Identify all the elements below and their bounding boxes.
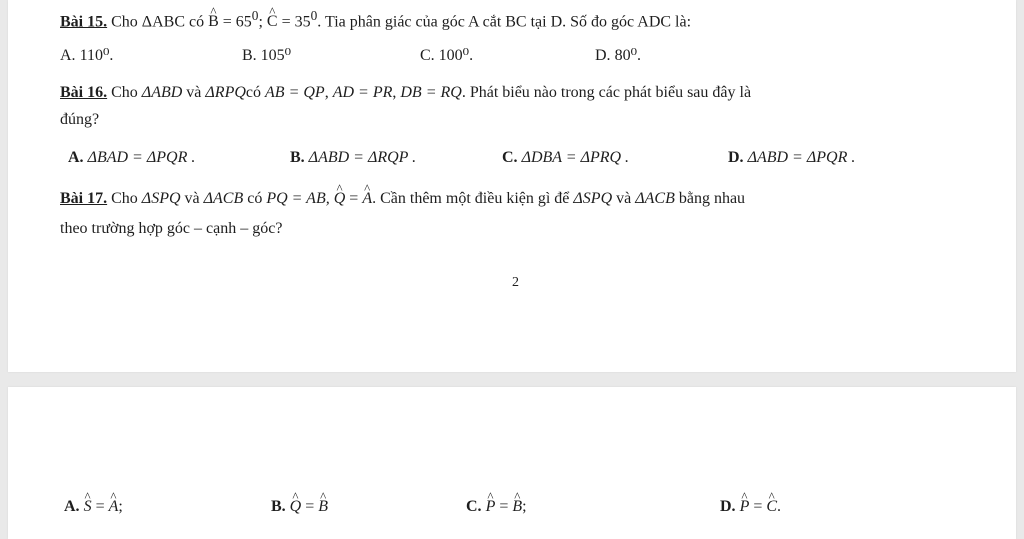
- text: và: [182, 84, 206, 101]
- document-page-1: [8, 0, 1016, 372]
- document-page-2: [8, 387, 1016, 539]
- option-label: A.: [60, 47, 76, 64]
- problem-16-option-c: [502, 149, 629, 167]
- text: Cho: [111, 190, 142, 207]
- problem-16-option-d: [728, 149, 855, 167]
- angle-p-symbol: ^ P: [740, 498, 750, 516]
- angle-q-symbol: ^ Q: [290, 498, 302, 516]
- text: . Cần thêm một điều kiện gì để: [372, 190, 574, 207]
- problem-15-eq2: = 35: [277, 13, 311, 31]
- option-label: D.: [595, 47, 611, 64]
- problem-17-option-a: [64, 498, 123, 516]
- triangle-abd: ΔABD: [141, 84, 183, 101]
- option-label: C.: [420, 47, 435, 64]
- angle-q-symbol: ^ Q: [334, 190, 346, 208]
- equation-ad-pr: AD = PR: [332, 84, 393, 101]
- problem-15-statement: [60, 8, 691, 31]
- option-label: C.: [466, 498, 482, 515]
- problem-15-title: Bài 15.: [60, 13, 108, 31]
- problem-15-option-b: [242, 45, 291, 65]
- problem-15-option-c: [420, 45, 473, 65]
- angle-b-symbol: ^ B: [318, 498, 328, 516]
- triangle-acb: ΔACB: [203, 190, 244, 207]
- text: bằng nhau: [674, 190, 746, 207]
- page-number: 2: [512, 275, 519, 290]
- problem-16-statement: [60, 84, 751, 102]
- problem-17-option-d: [720, 498, 781, 516]
- option-label: B.: [242, 47, 257, 64]
- problem-15-text-b: . Tia phân giác của góc A cắt BC tại D. Số đo góc ADC là:: [317, 13, 692, 31]
- angle-b-symbol: ^ B: [512, 498, 522, 516]
- option-value: ΔABD = ΔRQP .: [308, 149, 417, 166]
- triangle-spq: ΔSPQ: [141, 190, 181, 207]
- degree-exponent-2: 0: [310, 8, 318, 23]
- problem-17-title: Bài 17.: [60, 190, 108, 207]
- angle-c-symbol: ^ C: [766, 498, 777, 516]
- problem-16-line-2: đúng?: [60, 111, 100, 128]
- problem-15-eq1: = 65: [218, 13, 252, 31]
- problem-15-sep: ;: [258, 13, 267, 31]
- triangle-acb: ΔACB: [635, 190, 675, 207]
- equals-sign: =: [301, 498, 319, 515]
- option-label: A.: [64, 498, 80, 515]
- equation-db-rq: DB = RQ: [400, 84, 462, 101]
- text: và: [612, 190, 636, 207]
- equals-sign: =: [345, 190, 363, 207]
- option-label: A.: [68, 149, 84, 166]
- problem-15-option-d: [595, 45, 641, 65]
- equals-sign: =: [91, 498, 109, 515]
- option-label: C.: [502, 149, 518, 166]
- option-label: D.: [728, 149, 744, 166]
- option-value: ΔDBA = ΔPRQ .: [521, 149, 630, 166]
- option-value: 80⁰.: [614, 47, 641, 64]
- option-label: D.: [720, 498, 736, 515]
- text: có: [243, 190, 267, 207]
- punctuation: .: [777, 498, 782, 515]
- text: . Phát biểu nào trong các phát biểu sau đây là: [461, 84, 752, 101]
- option-label: B.: [271, 498, 286, 515]
- problem-15-option-a: [60, 45, 113, 65]
- problem-16-option-b: [290, 149, 416, 167]
- degree-exponent-1: 0: [251, 8, 259, 23]
- option-value: 100⁰.: [438, 47, 474, 64]
- problem-16-title: Bài 16.: [60, 84, 108, 101]
- problem-17-statement: [60, 190, 745, 208]
- punctuation: ;: [522, 498, 527, 515]
- option-value: 105⁰: [260, 47, 292, 64]
- angle-c-symbol: ^ C: [267, 13, 278, 31]
- angle-b-symbol: ^ B: [208, 13, 219, 31]
- problem-17-option-b: [271, 498, 328, 516]
- text: có: [245, 84, 266, 101]
- equation-pq-ab: PQ = AB,: [266, 190, 330, 207]
- angle-a-symbol: ^ A: [362, 190, 372, 208]
- triangle-spq: ΔSPQ: [573, 190, 613, 207]
- option-label: B.: [290, 149, 305, 166]
- problem-17-line-2: theo trường hợp góc – cạnh – góc?: [60, 220, 283, 237]
- text: Cho: [111, 84, 142, 101]
- option-value: 110⁰.: [79, 47, 114, 64]
- punctuation: ;: [118, 498, 123, 515]
- text: ,: [324, 84, 333, 101]
- equals-sign: =: [749, 498, 767, 515]
- problem-17-option-c: [466, 498, 527, 516]
- angle-a-symbol: ^ A: [109, 498, 119, 516]
- problem-15-text-a: Cho ΔABC có: [111, 13, 209, 31]
- option-value: ΔABD = ΔPQR .: [747, 149, 856, 166]
- angle-s-symbol: ^ S: [84, 498, 92, 516]
- angle-p-symbol: ^ P: [486, 498, 496, 516]
- text: ,: [392, 84, 401, 101]
- equals-sign: =: [495, 498, 513, 515]
- problem-16-option-a: [68, 149, 195, 167]
- equation-ab-qp: AB = QP: [265, 84, 325, 101]
- option-value: ΔBAD = ΔPQR .: [87, 149, 196, 166]
- text: và: [180, 190, 204, 207]
- triangle-rpq: ΔRPQ: [205, 84, 246, 101]
